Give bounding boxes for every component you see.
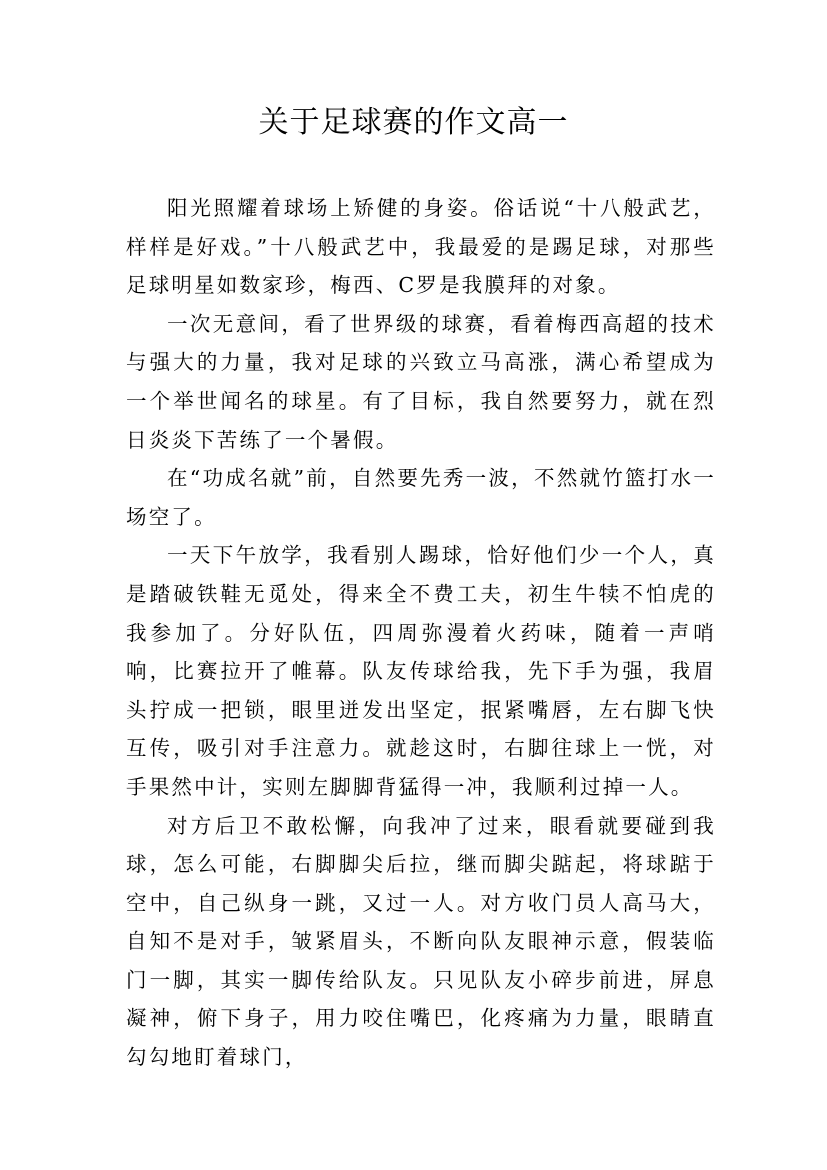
paragraph-3: 在“功成名就”前，自然要先秀一波，不然就竹篮打水一场空了。 [126, 466, 716, 529]
paragraph-5: 对方后卫不敢松懈，向我冲了过来，眼看就要碰到我球，怎么可能，右脚脚尖后拉，继而脚尖踮起，将球踮于空中，自己纵身一跳，又过一人。对方收门员人高马大，自知不是对手，皱紧眉头，不断向队友眼神示意，假装临门一脚，其实一脚传给队友。只见队友小碎步前进，屏息凝神，俯下身子，用力咬住嘴巴，化疼痛为力量，眼睛直勾勾地盯着球门， [126, 813, 716, 1070]
paragraph-1: 阳光照耀着球场上矫健的身姿。俗话说“十八般武艺，样样是好戏。”十八般武艺中，我最爱的是踢足球，对那些足球明星如数家珍，梅西、C罗是我膜拜的对象。 [126, 196, 716, 298]
paragraph-2: 一次无意间，看了世界级的球赛，看着梅西高超的技术与强大的力量，我对足球的兴致立马高涨，满心希望成为一个举世闻名的球星。有了目标，我自然要努力，就在烈日炎炎下苦练了一个暑假。 [126, 311, 716, 452]
paragraph-4: 一天下午放学，我看别人踢球，恰好他们少一个人，真是踏破铁鞋无觅处，得来全不费工夫，初生牛犊不怕虎的我参加了。分好队伍，四周弥漫着火药味，随着一声哨响，比赛拉开了帷幕。队友传球给我，先下手为强，我眉头拧成一把锁，眼里迸发出坚定，抿紧嘴唇，左右脚飞快互传，吸引对手注意力。就趁这时，右脚往球上一恍，对手果然中计，实则左脚脚背猛得一冲，我顺利过掉一人。 [126, 543, 716, 799]
essay-body [126, 189, 716, 1077]
page-title: 关于足球赛的作文高一 [258, 105, 569, 140]
